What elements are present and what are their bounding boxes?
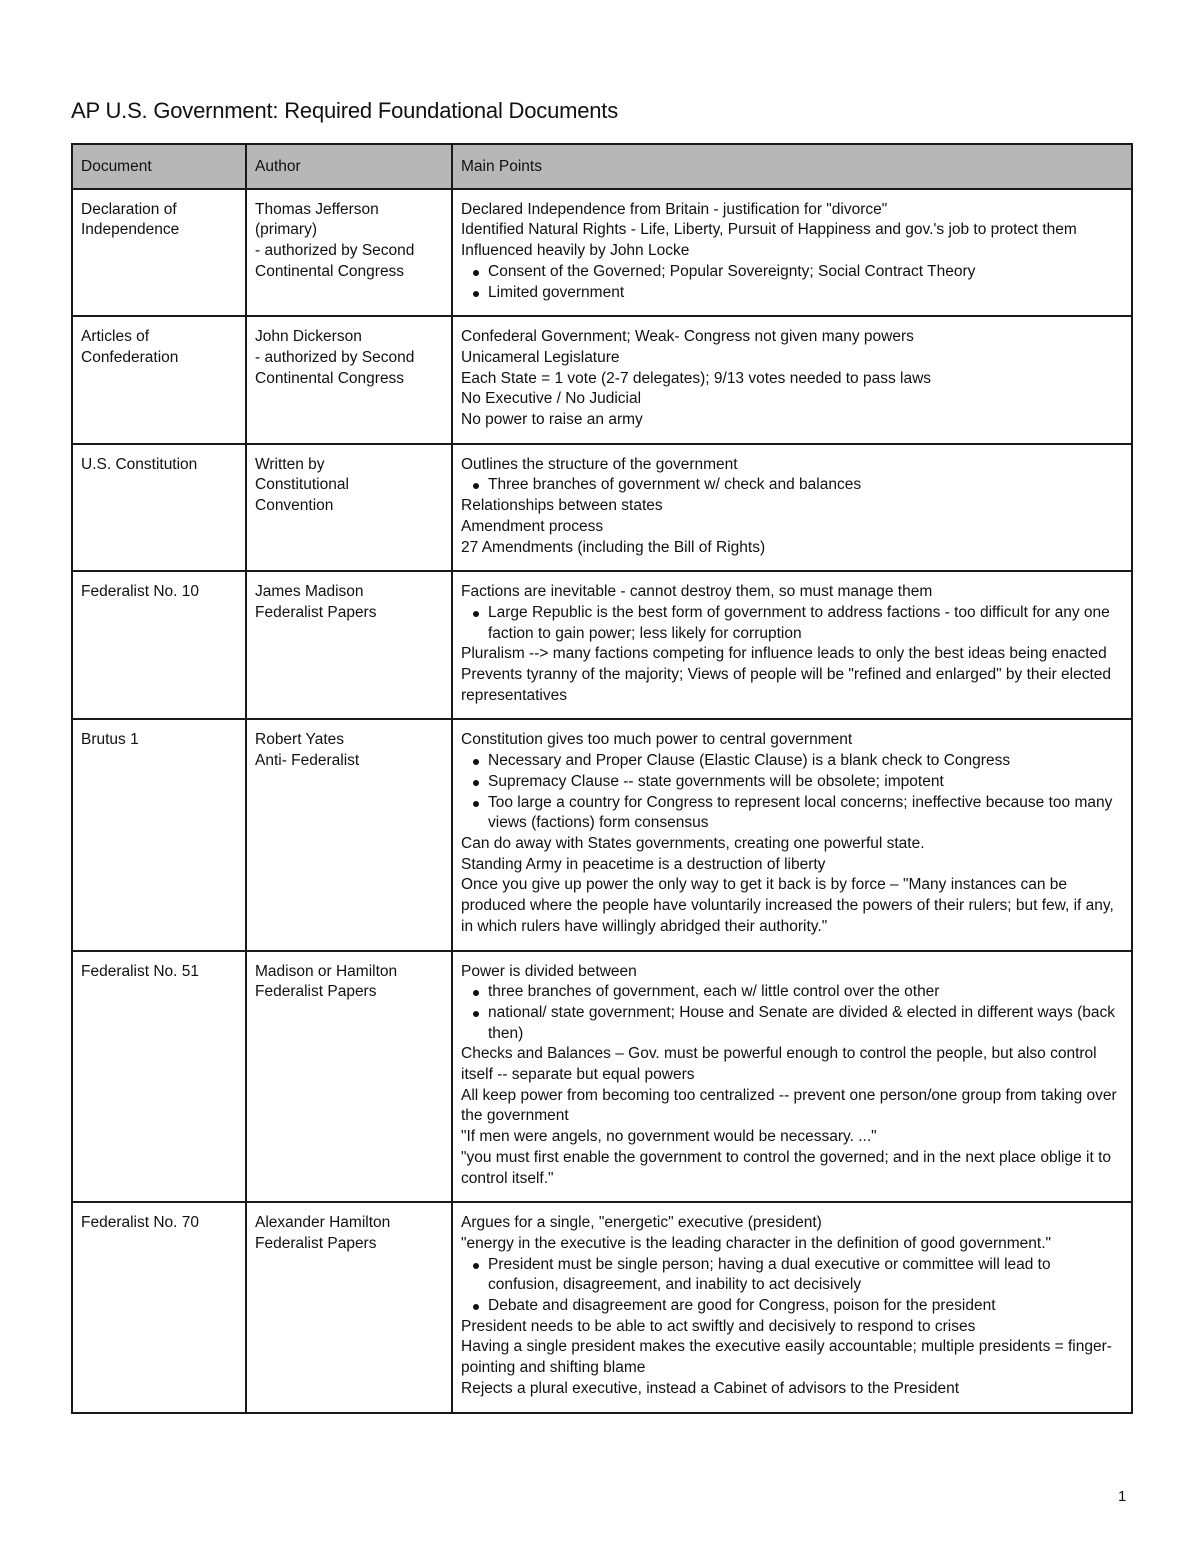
author-line: Robert Yates [255, 731, 345, 749]
main-points-cell [452, 719, 1132, 950]
document-cell [72, 1202, 246, 1412]
main-point-line: Power is divided between [461, 962, 637, 980]
main-point-line: "If men were angels, no government would be necessary. ..." [461, 1128, 877, 1146]
main-point-bullet-list [461, 475, 1123, 496]
author-cell [246, 316, 452, 444]
author-line: Continental Congress [255, 369, 405, 387]
main-points-cell [452, 316, 1132, 444]
document-name-line: Federalist No. 51 [81, 962, 200, 980]
author-line: Federalist Papers [255, 603, 377, 621]
main-points-cell [452, 571, 1132, 719]
document-name-line: Confederation [81, 348, 179, 366]
table-row [72, 951, 1132, 1203]
main-point-bullet: Too large a country for Congress to represent local concerns; ineffective because too many views (factions) form consensus [461, 793, 1123, 834]
main-point-line: Relationships between states [461, 497, 663, 515]
document-name-line: Federalist No. 70 [81, 1214, 200, 1232]
main-point-line: Unicameral Legislature [461, 348, 620, 366]
main-point-line: Once you give up power the only way to get it back is by force – "Many instances can be produced where the people have voluntarily increased the powers of their rulers; but few, if any, in which rulers have willingly abridged their authority." [461, 876, 1114, 935]
main-point-line: Rejects a plural executive, instead a Cabinet of advisors to the President [461, 1379, 959, 1397]
document-name-line: Independence [81, 221, 180, 239]
document-name-line: Brutus 1 [81, 731, 139, 749]
main-point-bullet: President must be single person; having a dual executive or committee will lead to confusion, disagreement, and inability to act decisively [461, 1255, 1123, 1296]
author-line: Constitutional [255, 476, 349, 494]
table-row [72, 1202, 1132, 1412]
main-point-line: 27 Amendments (including the Bill of Rights) [461, 538, 766, 556]
main-point-bullet-list [461, 262, 1123, 303]
document-cell [72, 444, 246, 572]
main-point-line: Can do away with States governments, creating one powerful state. [461, 834, 925, 852]
author-line: Madison or Hamilton [255, 962, 398, 980]
main-point-line: "you must first enable the government to control the governed; and in the next place oblige it to control itself." [461, 1148, 1112, 1187]
main-points-cell [452, 189, 1132, 317]
author-line: Federalist Papers [255, 983, 377, 1001]
author-cell [246, 719, 452, 950]
main-point-line: "energy in the executive is the leading character in the definition of good government." [461, 1234, 1052, 1252]
main-point-line: Checks and Balances – Gov. must be powerful enough to control the people, but also control itself -- separate but equal powers [461, 1045, 1097, 1084]
main-points-cell [452, 1202, 1132, 1412]
table-body [72, 189, 1132, 1413]
author-line: Convention [255, 497, 334, 515]
main-point-line: Having a single president makes the executive easily accountable; multiple presidents = finger-pointing and shifting blame [461, 1338, 1112, 1377]
document-cell [72, 189, 246, 317]
document-name-line: Federalist No. 10 [81, 583, 200, 601]
table-row [72, 719, 1132, 950]
main-point-bullet-list [461, 982, 1123, 1044]
main-point-bullet: Three branches of government w/ check and balances [461, 475, 1123, 496]
main-point-line: Prevents tyranny of the majority; Views of people will be "refined and enlarged" by their elected representatives [461, 666, 1112, 704]
main-point-bullet: Limited government [461, 283, 1123, 304]
header-main-points: Main Points [452, 144, 1132, 189]
author-cell [246, 1202, 452, 1412]
main-point-bullet: Necessary and Proper Clause (Elastic Clause) is a blank check to Congress [461, 751, 1123, 772]
author-cell [246, 189, 452, 317]
document-cell [72, 316, 246, 444]
main-point-line: Amendment process [461, 517, 604, 535]
table-row [72, 189, 1132, 317]
main-point-bullet: Large Republic is the best form of government to address factions - too difficult for any one faction to gain power; less likely for corruption [461, 603, 1123, 644]
main-point-line: Pluralism --> many factions competing for influence leads to only the best ideas being enacted [461, 645, 1107, 663]
main-point-line: Standing Army in peacetime is a destruction of liberty [461, 855, 826, 873]
main-point-line: Factions are inevitable - cannot destroy them, so must manage them [461, 583, 933, 601]
author-line: John Dickerson [255, 328, 362, 346]
document-cell [72, 571, 246, 719]
table-row [72, 316, 1132, 444]
document-name-line: Articles of [81, 328, 150, 346]
main-point-bullet: national/ state government; House and Senate are divided & elected in different ways (back then) [461, 1003, 1123, 1044]
author-cell [246, 571, 452, 719]
page-title: AP U.S. Government: Required Foundational Documents [71, 98, 619, 123]
table-row [72, 571, 1132, 719]
author-line: (primary) [255, 221, 317, 239]
main-point-bullet-list [461, 1255, 1123, 1317]
main-point-line: Confederal Government; Weak- Congress not given many powers [461, 328, 914, 346]
author-line: Federalist Papers [255, 1234, 377, 1252]
main-point-line: All keep power from becoming too centralized -- prevent one person/one group from taking over the government [461, 1086, 1117, 1125]
main-point-bullet: Debate and disagreement are good for Congress, poison for the president [461, 1296, 1123, 1317]
main-point-line: Influenced heavily by John Locke [461, 242, 690, 260]
main-point-line: Constitution gives too much power to central government [461, 731, 853, 749]
documents-table [71, 143, 1133, 1414]
author-line: Thomas Jefferson [255, 200, 379, 218]
header-author: Author [246, 144, 452, 189]
page-number: 1 [1118, 1488, 1127, 1505]
author-line: James Madison [255, 583, 364, 601]
author-cell [246, 444, 452, 572]
main-point-bullet: Consent of the Governed; Popular Sovereignty; Social Contract Theory [461, 262, 1123, 283]
document-cell [72, 951, 246, 1203]
author-line: Anti- Federalist [255, 752, 360, 770]
main-point-line: Argues for a single, "energetic" executive (president) [461, 1214, 822, 1232]
main-points-cell [452, 444, 1132, 572]
author-line: Written by [255, 455, 325, 473]
main-point-line: Declared Independence from Britain - justification for "divorce" [461, 200, 888, 218]
document-name-line: U.S. Constitution [81, 455, 198, 473]
main-point-line: No Executive / No Judicial [461, 390, 642, 408]
header-document: Document [72, 144, 246, 189]
author-cell [246, 951, 452, 1203]
main-point-line: No power to raise an army [461, 411, 643, 429]
main-point-line: Outlines the structure of the government [461, 455, 738, 473]
document-cell [72, 719, 246, 950]
main-point-line: President needs to be able to act swiftly and decisively to respond to crises [461, 1317, 976, 1335]
main-point-bullet-list [461, 751, 1123, 834]
author-line: - authorized by Second [255, 242, 415, 260]
main-point-line: Each State = 1 vote (2-7 delegates); 9/13 votes needed to pass laws [461, 369, 932, 387]
author-line: - authorized by Second [255, 348, 415, 366]
author-line: Alexander Hamilton [255, 1214, 391, 1232]
table-row [72, 444, 1132, 572]
main-points-cell [452, 951, 1132, 1203]
main-point-bullet: three branches of government, each w/ little control over the other [461, 982, 1123, 1003]
author-line: Continental Congress [255, 262, 405, 280]
main-point-line: Identified Natural Rights - Life, Liberty, Pursuit of Happiness and gov.'s job to protect them [461, 221, 1077, 239]
document-name-line: Declaration of [81, 200, 177, 218]
main-point-bullet: Supremacy Clause -- state governments will be obsolete; impotent [461, 772, 1123, 793]
main-point-bullet-list [461, 603, 1123, 644]
table-header-row [72, 144, 1132, 189]
